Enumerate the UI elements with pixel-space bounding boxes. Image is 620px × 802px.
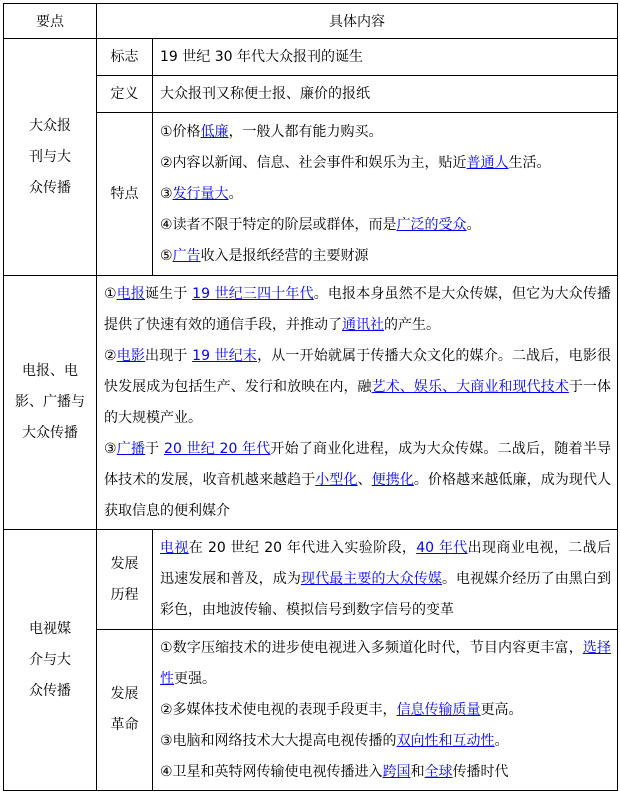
link[interactable]: 电报 <box>116 285 146 302</box>
paragraph-radio: ③广播于 20 世纪 20 年代开始了商业化进程，成为大众传媒。二战后，随着半导体技术的发展，收音机越来越趋于小型化、便携化。价格越来越低廉，成为现代人获取信息的便利媒介 <box>104 440 612 519</box>
link[interactable]: 全球 <box>424 763 453 780</box>
list-item: ④读者不限于特定的阶层或群体，而是广泛的受众。 <box>160 216 481 233</box>
topic-cell-television: 电视媒 介与大 众传播 <box>4 530 97 791</box>
link[interactable]: 19 世纪三四十年代 <box>192 285 314 302</box>
list-item: ③电脑和网络技术大大提高电视传播的双向性和互动性。 <box>160 732 509 749</box>
table-row <box>4 530 618 630</box>
row-content: 电视在 20 世纪 20 年代进入实验阶段，40 年代出现商业电视，二战后迅速发展和普及，成为现代最主要的大众传媒。电视媒介经历了由黑白到彩色，由地波传输、模拟信号到数字信号的变革 <box>153 530 618 630</box>
link[interactable]: 广播 <box>116 440 146 457</box>
paragraph-film: ②电影出现于 19 世纪末，从一开始就属于传播大众文化的媒介。二战后，电影很快发展成为包括生产、发行和放映在内，融艺术、娱乐、大商业和现代技术于一体的大规模产业。 <box>104 347 612 426</box>
row-content <box>153 113 618 276</box>
link[interactable]: 发行量大 <box>172 185 229 202</box>
header-content: 具体内容 <box>97 4 618 39</box>
table-row <box>4 630 618 791</box>
table-row <box>4 113 618 276</box>
row-content: 大众报刊又称便士报、廉价的报纸 <box>153 76 618 113</box>
list-item: ①价格低廉，一般人都有能力购买。 <box>160 123 383 140</box>
link[interactable]: 信息传输质量 <box>396 701 481 718</box>
paragraph-telegraph: ①电报诞生于 19 世纪三四十年代。电报本身虽然不是大众传媒，但它为大众传播提供了快速有效的通信手段，并推动了通讯社的产生。 <box>104 285 612 333</box>
link[interactable]: 40 年代 <box>416 540 468 556</box>
link[interactable]: 20 世纪 20 年代 <box>164 440 271 457</box>
link[interactable]: 跨国 <box>382 763 411 780</box>
row-content <box>153 630 618 791</box>
row-content <box>97 276 618 530</box>
link[interactable]: 艺术、娱乐、大商业和现代技术 <box>371 378 569 395</box>
table-row <box>4 76 618 113</box>
table-header-row <box>4 4 618 39</box>
link[interactable]: 双向性和互动性 <box>396 732 495 749</box>
link[interactable]: 选择性 <box>160 639 611 687</box>
link[interactable]: 广泛的受众 <box>396 216 467 233</box>
row-label: 定义 <box>97 76 153 113</box>
link[interactable]: 19 世纪末 <box>192 347 258 364</box>
list-item: ③发行量大。 <box>160 185 243 202</box>
row-label: 标志 <box>97 39 153 76</box>
link[interactable]: 普通人 <box>466 154 509 171</box>
list-item: ⑤广告收入是报纸经营的主要财源 <box>160 247 369 264</box>
list-item: ②多媒体技术使电视的表现手段更丰，信息传输质量更高。 <box>160 701 523 718</box>
table-row <box>4 276 618 530</box>
list-item: ②内容以新闻、信息、社会事件和娱乐为主，贴近普通人生活。 <box>160 154 551 171</box>
link[interactable]: 电影 <box>116 347 146 364</box>
table-row <box>4 39 618 76</box>
row-label: 特点 <box>97 113 153 276</box>
list-item: ④卫星和英特网传输使电视传播进入跨国和全球传播时代 <box>160 763 509 780</box>
topic-cell-newspaper: 大众报 刊与大 众传播 <box>4 39 97 276</box>
link[interactable]: 小型化 <box>315 471 358 488</box>
link[interactable]: 广告 <box>172 247 201 264</box>
topic-cell-telegraph-film-radio: 电报、电 影、广播与 大众传播 <box>4 276 97 530</box>
list-item: ①数字压缩技术的进步使电视进入多频道化时代，节目内容更丰富，选择性更强。 <box>160 639 611 687</box>
header-key: 要点 <box>4 4 97 39</box>
link[interactable]: 电视 <box>160 540 189 556</box>
link[interactable]: 便携化 <box>371 471 414 488</box>
link[interactable]: 低廉 <box>200 123 229 140</box>
link[interactable]: 通讯社 <box>342 316 384 333</box>
knowledge-table <box>3 3 618 791</box>
row-content: 19 世纪 30 年代大众报刊的诞生 <box>153 39 618 76</box>
link[interactable]: 现代最主要的大众传媒 <box>300 571 442 587</box>
row-label: 发展 革命 <box>97 630 153 791</box>
row-label: 发展 历程 <box>97 530 153 630</box>
